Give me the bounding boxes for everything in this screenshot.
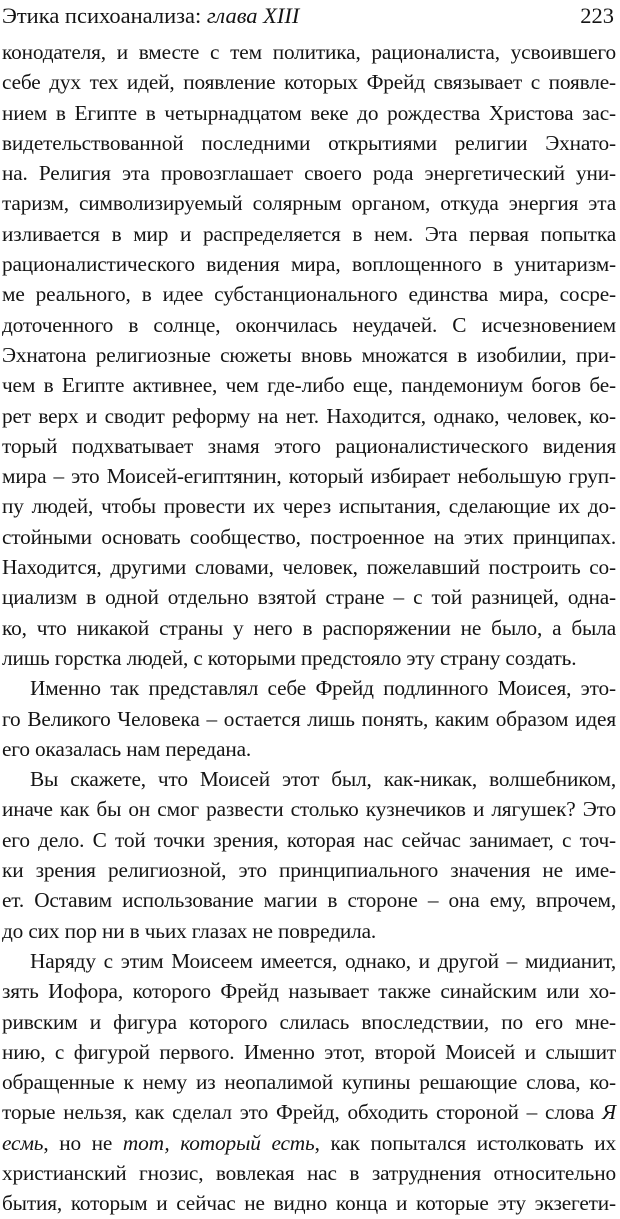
text-line: видетельствованной последними открытиями религии Эхнато- [2,130,616,155]
text-line: на. Религия эта провозглашает своего рода энергетический уни- [2,161,616,186]
text-line: циализм в одной отдельно взятой стране – с той разницей, одна- [2,585,616,610]
text-line: себе дух тех идей, появление которых Фрейд связывает с появле- [2,70,616,95]
body-text [2,37,616,1219]
text-line: Эхнатона религиозные сюжеты вновь множатся в изобилии, при- [2,342,616,367]
text-line: ко, что никакой страны у него в распоряжении не было, а была [2,615,616,640]
text-line: мира – это Моисей-египтянин, который избирает небольшую груп- [2,464,616,489]
text-line: Вы скажете, что Моисей этот был, как-никак, волшебником, [30,767,616,792]
paragraph [2,673,616,764]
text-line: до сих пор ни в чьих глазах не повредила. [2,918,377,943]
text-line: его оказалась нам передана. [2,736,252,761]
text-run: торые нельзя, как сделал это Фрейд, обходить стороной – слова [2,1100,603,1125]
text-line: бытия, которым и сейчас не видно конца и которые эту экзегети- [2,1191,616,1216]
text-line: христианский гнозис, вовлекая нас в затруднения относительно [2,1160,616,1185]
running-title-text: Этика психоанализа: [2,3,207,28]
text-line: изливается в мир и распределяется в нем. Эта первая попытка [2,221,616,246]
text-line: го Великого Человека – остается лишь понять, каким образом идея [2,706,616,731]
text-line: его дело. С той точки зрения, которая нас сейчас занимает, с точ- [2,827,616,852]
text-line: иначе как бы он смог развести столько кузнечиков и лягушек? Это [2,797,616,822]
text-line: ме реального, в идее субстанционального единства мира, сосре- [2,282,616,307]
running-title [2,2,299,30]
text-line: лишь горстка людей, с которыми предстояло эту страну создать. [2,645,577,670]
text-line: нию, с фигурой первого. Именно этот, второй Моисей и слышит [2,1039,616,1064]
running-header [2,0,616,32]
text-line: зять Иофора, которого Фрейд называет также синайским или хо- [2,979,616,1004]
text-line: ривским и фигура которого слилась впоследствии, по его мне- [2,1009,616,1034]
text-line: таризм, символизируемый солярным органом, откуда энергия эта [2,191,616,216]
text-line: конодателя, и вместе с тем политика, рационалиста, усвоившего [2,40,616,64]
text-line: нием в Египте в четырнадцатом веке до рождества Христова зас- [2,100,616,125]
text-line: пу людей, чтобы провести их через испытания, сделающие их до- [2,494,616,519]
text-line: доточенного в солнце, окончилась неудачей. С исчезновением [2,312,616,337]
paragraph [2,37,616,673]
text-run-italic: Я [602,1100,616,1125]
text-line: рационалистического видения мира, воплощенного в унитаризм- [2,252,616,277]
paragraph [2,764,616,946]
text-run: , как попытался истолковать их [314,1130,617,1155]
text-line: Именно так представлял себе Фрейд подлинного Моисея, это- [30,676,616,701]
text-line: обращенные к нему из неопалимой купины решающие слова, ко- [2,1070,616,1095]
text-line: ки зрения религиозной, это принципиального значения не име- [2,858,616,883]
text-line: чем в Египте активнее, чем где-либо еще, пандемониум богов бе- [2,373,616,398]
text-line-mixed [2,1128,616,1158]
text-run-italic: есмь [2,1130,44,1155]
book-page [2,0,617,1216]
text-line: ет. Оставим использование магии в стороне – она ему, впрочем, [2,888,616,913]
text-line: стойными основать сообщество, построенное на этих принципах. [2,524,616,549]
text-run-italic: тот, который есть [122,1130,315,1155]
paragraph [2,946,616,1219]
running-chapter: глава XIII [206,3,300,28]
text-line: рет верх и сводит реформу на нет. Находится, однако, человек, ко- [2,403,616,428]
text-line: Наряду с этим Моисеем имеется, однако, и другой – мидианит, [30,948,616,973]
text-line: торый подхватывает знамя этого рационалистического видения [2,433,616,458]
text-line: Находится, другими словами, человек, пожелавший построить со- [2,555,616,580]
text-run: , но не [43,1130,123,1155]
page-number: 223 [580,3,614,28]
